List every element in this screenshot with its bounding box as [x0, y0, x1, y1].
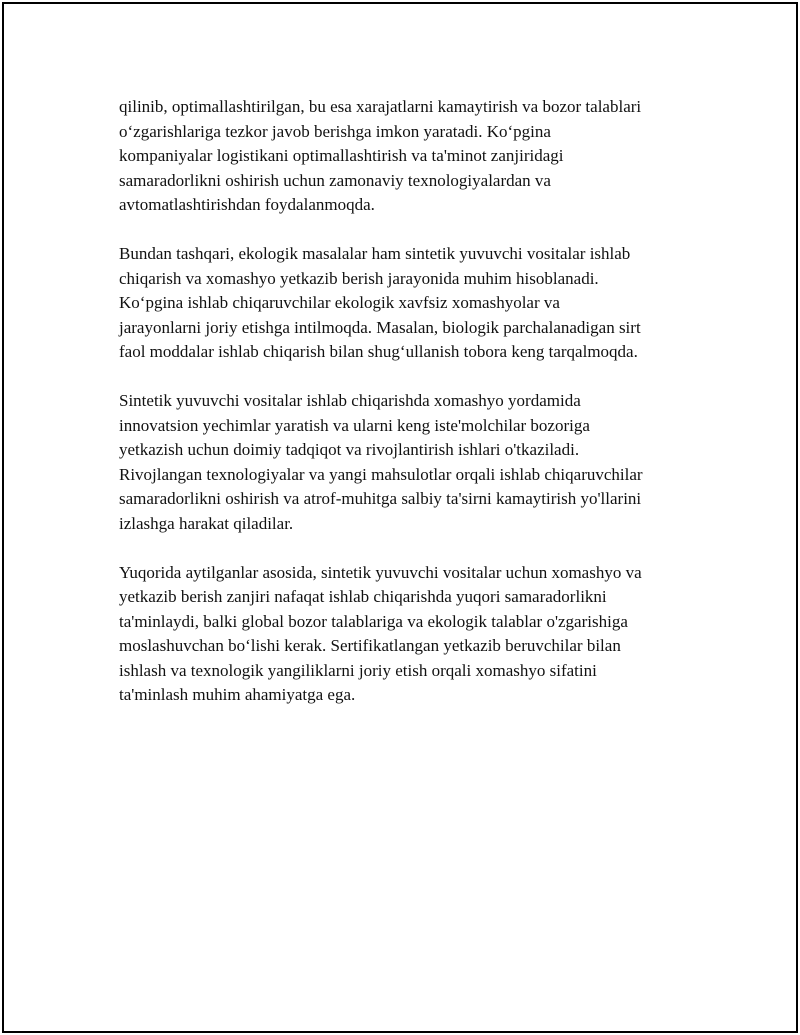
text-line: samaradorlikni oshirish uchun zamonaviy texnologiyalardan va — [119, 170, 551, 190]
text-line: Yuqorida aytilganlar asosida, sintetik yuvuvchi vositalar uchun xomashyo va — [119, 562, 642, 582]
text-line: Ko‘pgina ishlab chiqaruvchilar ekologik xavfsiz xomashyolar va — [119, 293, 560, 312]
document-page — [2, 2, 798, 1033]
text-line: yetkazish uchun doimiy tadqiqot va rivojlantirish ishlari o'tkaziladi. — [119, 440, 580, 459]
text-line: innovatsion yechimlar yaratish va ularni keng iste'molchilar bozoriga — [119, 415, 590, 435]
text-line: qilinib, optimallashtirilgan, bu esa xarajatlarni kamaytirish va bozor talablari — [119, 97, 642, 116]
text-line: Sintetik yuvuvchi vositalar ishlab chiqarishda xomashyo yordamida — [119, 391, 581, 410]
text-line: ta'minlash muhim ahamiyatga ega. — [119, 685, 356, 704]
paragraph — [119, 95, 694, 218]
paragraph — [119, 389, 694, 536]
text-line: moslashuvchan bo‘lishi kerak. Sertifikatlangan yetkazib beruvchilar bilan — [119, 636, 621, 655]
text-line: ta'minlaydi, balki global bozor talablariga va ekologik talablar o'zgarishiga — [119, 611, 628, 631]
text-line: faol moddalar ishlab chiqarish bilan shug‘ullanish tobora keng tarqalmoqda. — [119, 342, 638, 361]
text-line: jarayonlarni joriy etishga intilmoqda. Masalan, biologik parchalanadigan sirt — [119, 317, 641, 337]
text-line: yetkazib berish zanjiri nafaqat ishlab chiqarishda yuqori samaradorlikni — [119, 587, 607, 606]
document-body — [119, 95, 694, 732]
text-line: izlashga harakat qiladilar. — [119, 513, 294, 533]
text-line: Rivojlangan texnologiyalar va yangi mahsulotlar orqali ishlab chiqaruvchilar — [119, 464, 643, 484]
text-line: o‘zgarishlariga tezkor javob berishga imkon yaratadi. Ko‘pgina — [119, 121, 551, 141]
text-line: Bundan tashqari, ekologik masalalar ham sintetik yuvuvchi vositalar ishlab — [119, 244, 631, 263]
paragraph — [119, 561, 694, 708]
text-line: ishlash va texnologik yangiliklarni joriy etish orqali xomashyo sifatini — [119, 660, 597, 680]
text-line: chiqarish va xomashyo yetkazib berish jarayonida muhim hisoblanadi. — [119, 268, 599, 288]
text-line: samaradorlikni oshirish va atrof-muhitga salbiy ta'sirni kamaytirish yo'llarini — [119, 489, 642, 508]
text-line: avtomatlashtirishdan foydalanmoqda. — [119, 195, 375, 214]
paragraph — [119, 242, 694, 365]
text-line: kompaniyalar logistikani optimallashtirish va ta'minot zanjiridagi — [119, 146, 564, 165]
